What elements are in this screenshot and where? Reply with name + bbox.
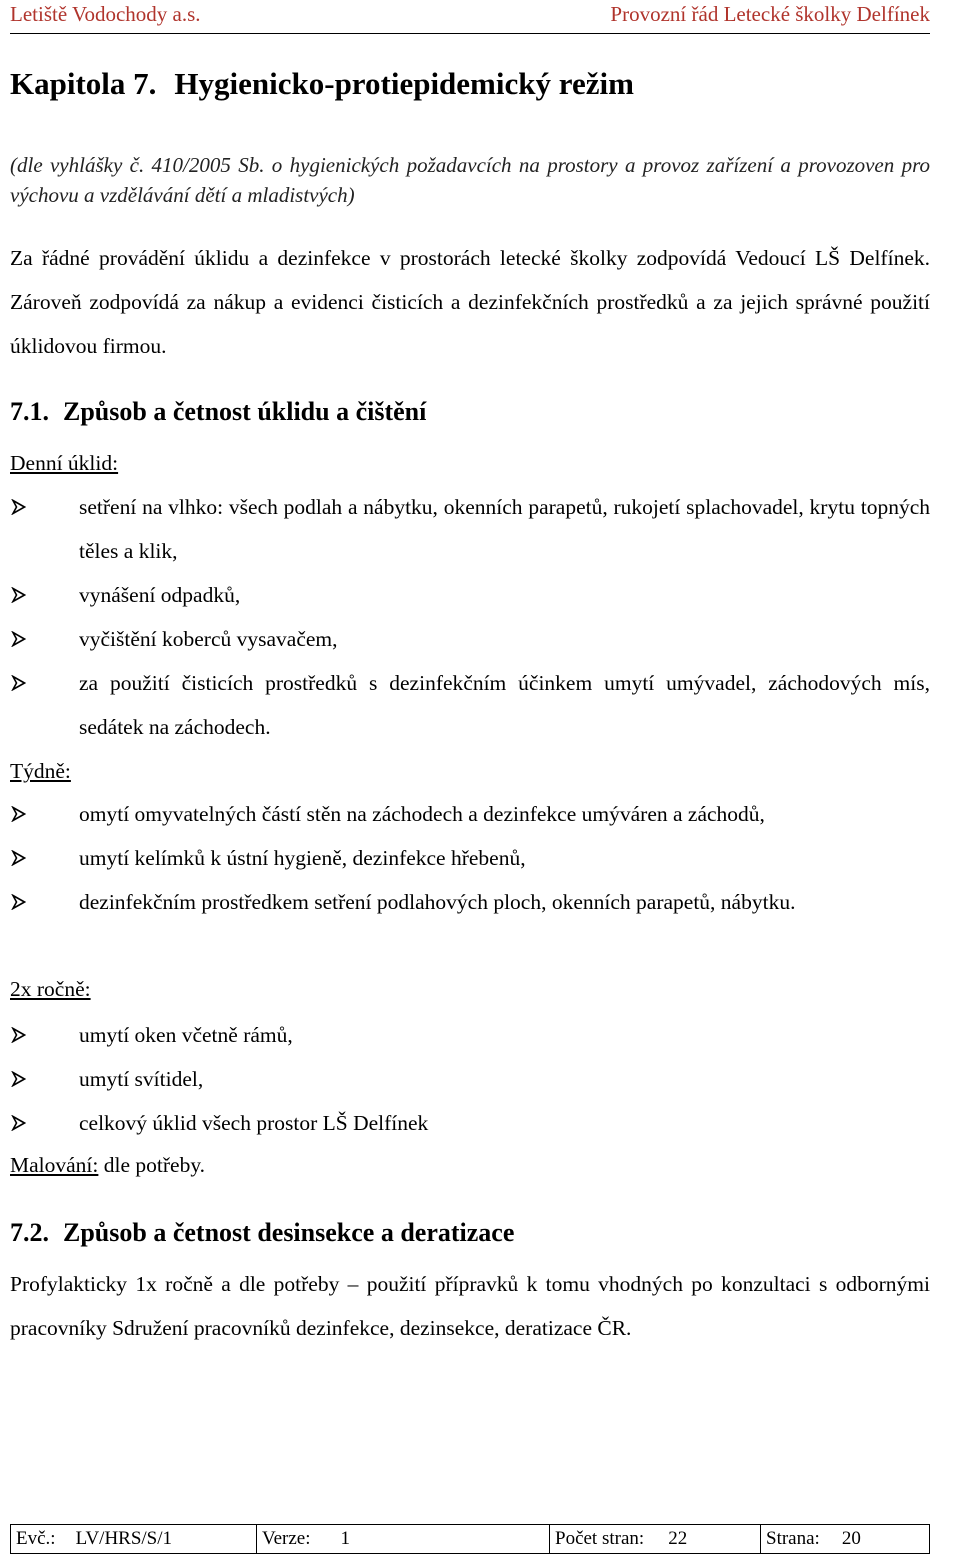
list-item: za použití čisticích prostředků s dezinfekčním účinkem umytí umývadel, záchodových mís, sedátek na záchodech. [10, 661, 930, 749]
footer-cell-evc: Evč.: LV/HRS/S/1 [11, 1525, 257, 1554]
chapter-title: Hygienicko-protiepidemický režim [174, 66, 634, 101]
section-number: 7.1. [10, 397, 49, 426]
section-title: Způsob a četnost úklidu a čištění [63, 397, 427, 426]
list-item: umytí svítidel, [10, 1057, 930, 1101]
list-item: celkový úklid všech prostor LŠ Delfínek [10, 1101, 930, 1145]
list-item: umytí oken včetně rámů, [10, 1013, 930, 1057]
arrow-bullet-icon [10, 675, 26, 691]
list-item: setření na vlhko: všech podlah a nábytku, okenních parapetů, rukojetí splachovadel, krytu topných těles a klik, [10, 485, 930, 573]
arrow-bullet-icon [10, 631, 26, 647]
arrow-bullet-icon [10, 1027, 26, 1043]
weekly-cleaning-list [10, 792, 930, 924]
twice-yearly-list [10, 1013, 930, 1145]
arrow-bullet-icon [10, 894, 26, 910]
list-item: umytí kelímků k ústní hygieně, dezinfekce hřebenů, [10, 836, 930, 880]
regulation-note: (dle vyhlášky č. 410/2005 Sb. o hygienických požadavcích na prostory a provoz zařízení a provozoven pro výchovu a vzdělávání dětí a mladistvých) [10, 153, 930, 207]
arrow-bullet-icon [10, 1115, 26, 1131]
arrow-bullet-icon [10, 587, 26, 603]
arrow-bullet-icon [10, 850, 26, 866]
section-heading-7-2 [10, 1218, 514, 1248]
twice-yearly-label: 2x ročně: [10, 977, 91, 1001]
footer-cell-version: Verze: 1 [257, 1525, 550, 1554]
header-rule [10, 33, 930, 34]
footer-cell-page: Strana: 20 [761, 1525, 930, 1554]
list-item: vynášení odpadků, [10, 573, 930, 617]
arrow-bullet-icon [10, 499, 26, 515]
daily-cleaning-label: Denní úklid: [10, 451, 119, 475]
painting-label: Malování: [10, 1153, 99, 1177]
header-left: Letiště Vodochody a.s. [10, 2, 201, 26]
list-item: dezinfekčním prostředkem setření podlahových ploch, okenních parapetů, nábytku. [10, 880, 930, 924]
arrow-bullet-icon [10, 1071, 26, 1087]
daily-cleaning-list [10, 485, 930, 749]
pest-control-paragraph: Profylakticky 1x ročně a dle potřeby – použití přípravků k tomu vhodných po konzultaci s odbornými pracovníky Sdružení pracovníků dezinfekce, dezinsekce, deratizace ČR. [10, 1272, 930, 1340]
arrow-bullet-icon [10, 806, 26, 822]
chapter-number: Kapitola 7. [10, 66, 157, 101]
painting-text: dle potřeby. [98, 1153, 206, 1177]
section-heading-7-1 [10, 397, 426, 427]
list-item: vyčištění koberců vysavačem, [10, 617, 930, 661]
list-item: omytí omyvatelných částí stěn na záchodech a dezinfekce umýváren a záchodů, [10, 792, 930, 836]
responsibility-paragraph: Za řádné provádění úklidu a dezinfekce v prostorách letecké školky zodpovídá Vedoucí LŠ Delfínek. Zároveň zodpovídá za nákup a evidenci čisticích a dezinfekčních prostředků a za jejich správné použití úklidovou firmou. [10, 246, 930, 358]
painting-line [10, 1153, 205, 1178]
weekly-cleaning-label: Týdně: [10, 759, 71, 783]
document-footer-table [10, 1524, 930, 1554]
chapter-heading [10, 66, 634, 102]
footer-cell-page-count: Počet stran: 22 [550, 1525, 761, 1554]
page-header [10, 0, 930, 36]
header-right: Provozní řád Letecké školky Delfínek [610, 2, 930, 26]
section-title: Způsob a četnost desinsekce a deratizace [63, 1218, 515, 1247]
section-number: 7.2. [10, 1218, 49, 1247]
